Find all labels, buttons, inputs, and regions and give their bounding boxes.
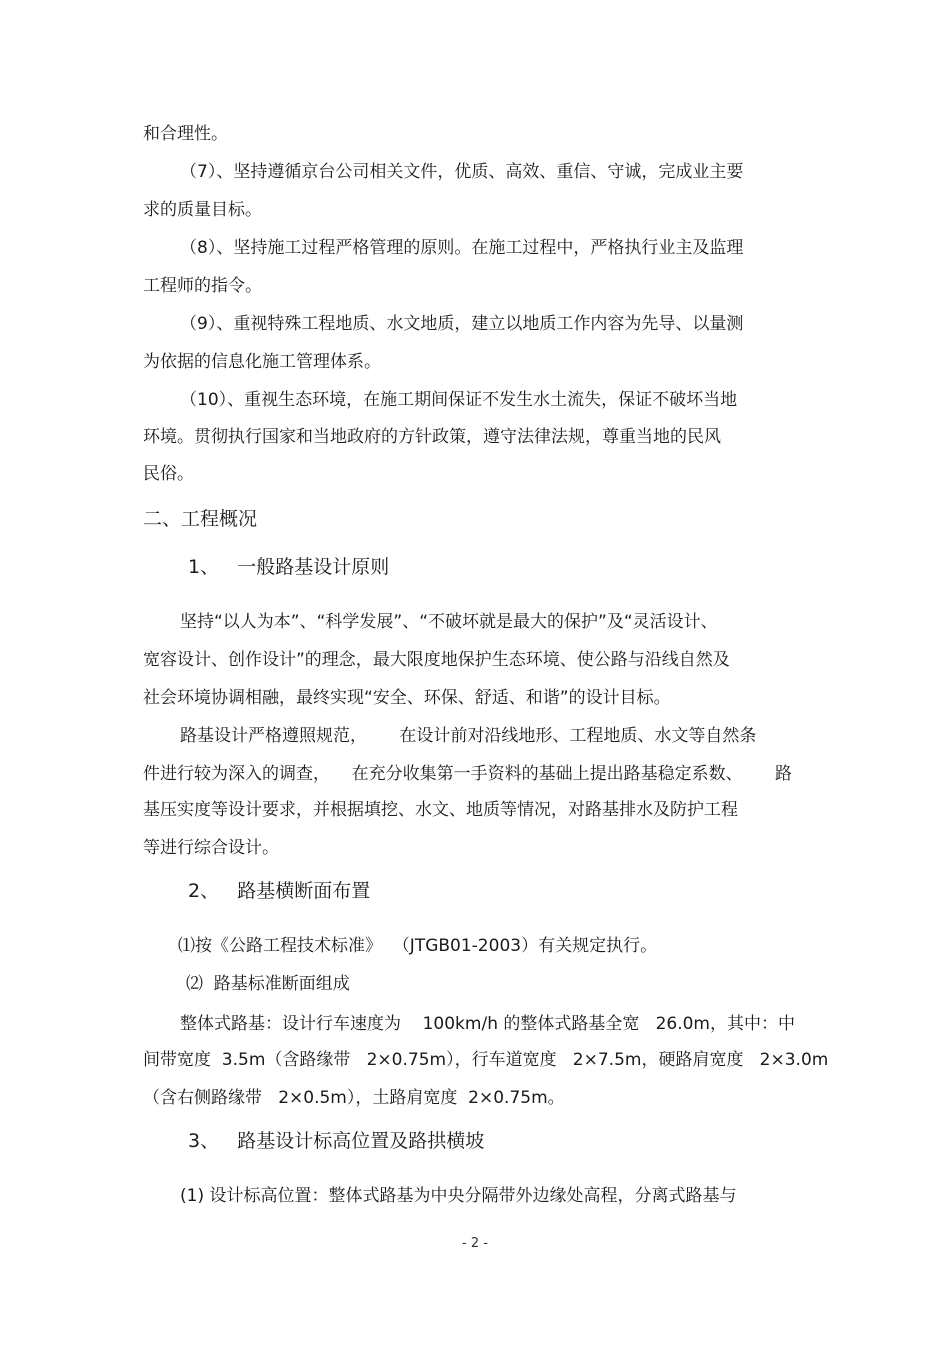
text-line: 坚持“以人为本”、“科学发展”、“不破坏就是最大的保护”及“灵活设计、: [180, 612, 718, 632]
text-line: （7）、坚持遵循京台公司相关文件，优质、高效、重信、守诚，完成业主要: [180, 162, 744, 182]
page-number: - 2 -: [462, 1236, 488, 1251]
text-line: 环境。贯彻执行国家和当地政府的方针政策，遵守法律法规，尊重当地的民风: [143, 427, 721, 447]
text-line: 等进行综合设计。: [143, 838, 279, 858]
text-line: 民俗。: [143, 464, 194, 484]
text-line: 为依据的信息化施工管理体系。: [143, 352, 381, 372]
text-line: 工程师的指令。: [143, 276, 262, 296]
text-line: 件进行较为深入的调查， 在充分收集第一手资料的基础上提出路基稳定系数、 路: [143, 764, 793, 784]
text-line: 路基设计严格遵照规范， 在设计前对沿线地形、工程地质、水文等自然条: [180, 726, 757, 746]
text-line: 整体式路基：设计行车速度为 100km/h 的整体式路基全宽 26.0m，其中：中: [180, 1014, 795, 1034]
subsection-heading: 2、 路基横断面布置: [188, 880, 371, 902]
text-line: 社会环境协调相融，最终实现“安全、环保、舒适、和谐”的设计目标。: [143, 688, 671, 708]
text-line: 间带宽度 3.5m（含路缘带 2×0.75m），行车道宽度 2×7.5m，硬路肩宽度 2×3.0m: [143, 1050, 829, 1070]
text-line: （10）、重视生态环境，在施工期间保证不发生水土流失，保证不破坏当地: [180, 390, 738, 410]
text-line: （9）、重视特殊工程地质、水文地质，建立以地质工作内容为先导、以量测: [180, 314, 744, 334]
subsection-heading: 3、 路基设计标高位置及路拱横坡: [188, 1130, 485, 1152]
text-line: 和合理性。: [143, 124, 228, 144]
section-heading: 二、工程概况: [143, 508, 258, 530]
subsection-heading: 1、 一般路基设计原则: [188, 556, 390, 578]
text-line: (1) 设计标高位置：整体式路基为中央分隔带外边缘处高程，分离式路基与: [180, 1186, 737, 1206]
text-line: （含右侧路缘带 2×0.5m），土路肩宽度 2×0.75m。: [143, 1088, 565, 1108]
text-line: 求的质量目标。: [143, 200, 262, 220]
text-line: ⑵ 路基标准断面组成: [186, 974, 350, 994]
text-line: 基压实度等设计要求，并根据填挖、水文、地质等情况，对路基排水及防护工程: [143, 800, 738, 820]
text-line: ⑴按《公路工程技术标准》 （JTGB01-2003）有关规定执行。: [178, 936, 658, 956]
text-line: （8）、坚持施工过程严格管理的原则。在施工过程中，严格执行业主及监理: [180, 238, 744, 258]
text-line: 宽容设计、创作设计”的理念，最大限度地保护生态环境、使公路与沿线自然及: [143, 650, 730, 670]
